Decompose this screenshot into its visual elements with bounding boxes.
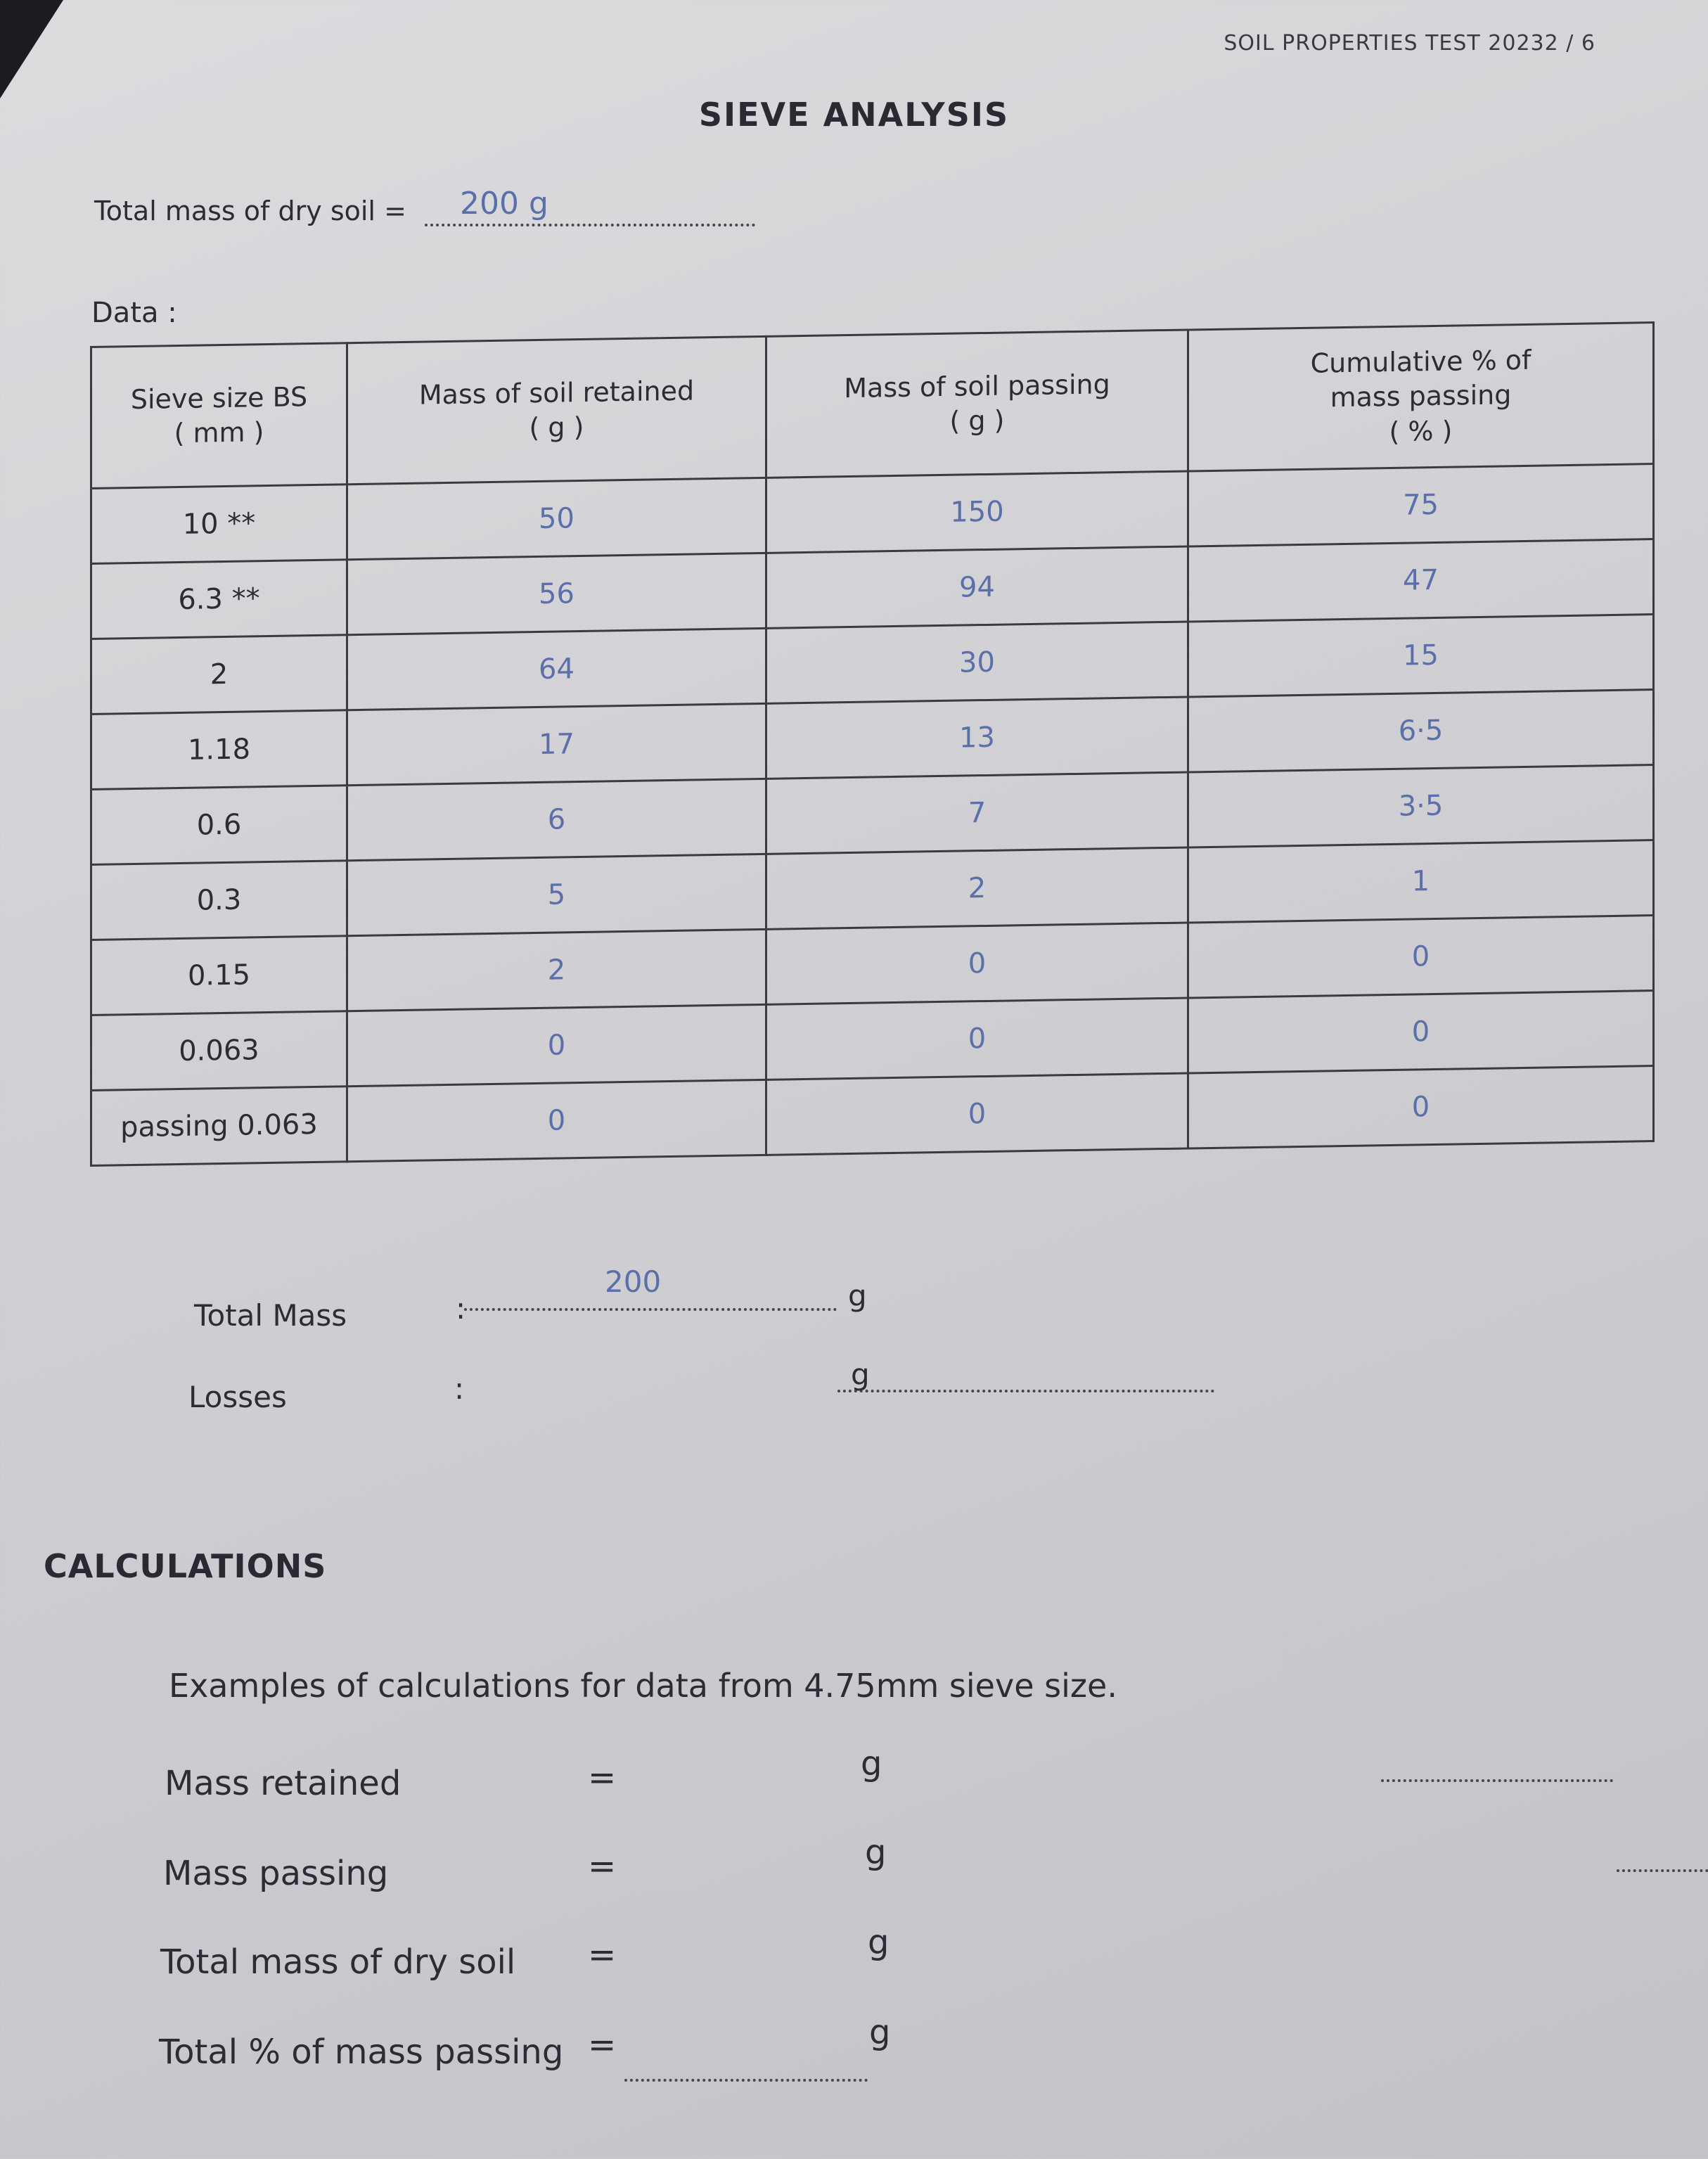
total-mass-value: 200 [605, 1264, 662, 1299]
total-mass-unit: g [848, 1279, 867, 1313]
data-label: Data : [91, 297, 177, 329]
header-line: ( g ) [949, 404, 1005, 437]
cell-sieve-size: 0.6 [91, 786, 347, 865]
header-cumulative-percent [1188, 323, 1654, 471]
cell-mass-retained[interactable]: 17 [347, 703, 766, 785]
cell-sieve-size: 1.18 [91, 710, 347, 790]
header-mass-retained [347, 336, 766, 484]
losses-unit: g [851, 1357, 870, 1392]
calc-unit: g [868, 1923, 890, 1962]
cell-mass-retained[interactable]: 2 [347, 929, 766, 1011]
cell-cumulative-percent[interactable]: 1 [1188, 840, 1654, 923]
calc-unit: g [861, 1744, 882, 1783]
calc-eq: = [588, 2025, 617, 2065]
photo-shadow-corner [0, 0, 63, 98]
table-header-row [91, 323, 1654, 489]
calc-unit: g [865, 1833, 887, 1872]
cell-mass-retained[interactable]: 50 [347, 478, 766, 559]
cell-sieve-size: 0.063 [91, 1011, 347, 1091]
calc-field-mass-passing[interactable] [1617, 1841, 1708, 1872]
calc-label: Total % of mass passing [159, 2032, 564, 2072]
losses-field[interactable] [837, 1362, 1214, 1392]
cell-sieve-size: 0.15 [91, 936, 347, 1016]
sieve-analysis-table [90, 321, 1655, 1167]
cell-mass-retained[interactable]: 5 [347, 854, 766, 935]
header-line: Mass of soil passing [844, 368, 1110, 404]
cell-mass-passing[interactable]: 2 [766, 847, 1188, 929]
losses-label: Losses [188, 1380, 287, 1414]
cell-mass-retained[interactable]: 0 [347, 1080, 766, 1161]
total-mass-label: Total Mass [194, 1298, 347, 1333]
cell-mass-retained[interactable]: 6 [347, 779, 766, 860]
cell-mass-retained[interactable]: 56 [347, 553, 766, 634]
calc-label: Mass retained [165, 1764, 402, 1803]
cell-cumulative-percent[interactable]: 3·5 [1188, 765, 1654, 847]
calc-unit: g [869, 2013, 891, 2052]
header-mass-passing [766, 330, 1188, 478]
cell-sieve-size: 0.3 [91, 861, 347, 940]
document-reference: SOIL PROPERTIES TEST 20232 / 6 [1224, 31, 1595, 56]
cell-mass-retained[interactable]: 64 [347, 628, 766, 710]
calc-label: Mass passing [163, 1854, 389, 1893]
total-dry-mass-label: Total mass of dry soil = [94, 196, 406, 226]
calc-row-total-percent-passing [159, 2032, 563, 2072]
cell-cumulative-percent[interactable]: 15 [1188, 615, 1654, 697]
cell-cumulative-percent[interactable]: 0 [1188, 1066, 1654, 1148]
header-line: mass passing [1330, 379, 1512, 414]
calc-label: Total mass of dry soil [160, 1942, 516, 1982]
cell-sieve-size: 2 [91, 635, 347, 715]
total-dry-mass-line [94, 186, 755, 226]
cell-sieve-size: passing 0.063 [91, 1087, 347, 1166]
header-line: Cumulative % of [1310, 344, 1532, 379]
calc-field-mass-retained[interactable] [1381, 1751, 1613, 1782]
total-dry-mass-field[interactable] [425, 186, 755, 226]
cell-mass-passing[interactable]: 13 [766, 697, 1188, 779]
calc-eq: = [588, 1758, 617, 1798]
cell-cumulative-percent[interactable]: 75 [1188, 464, 1654, 546]
cell-cumulative-percent[interactable]: 0 [1188, 991, 1654, 1073]
cell-cumulative-percent[interactable]: 47 [1188, 539, 1654, 622]
cell-mass-retained[interactable]: 0 [347, 1004, 766, 1086]
cell-mass-passing[interactable]: 7 [766, 772, 1188, 854]
calc-field-total-percent-passing[interactable] [624, 2051, 868, 2082]
header-line: Sieve size BS [130, 380, 308, 415]
cell-mass-passing[interactable]: 30 [766, 622, 1188, 703]
cell-mass-passing[interactable]: 0 [766, 1073, 1188, 1155]
calc-eq: = [588, 1847, 617, 1886]
calc-row-mass-passing [163, 1854, 388, 1893]
cell-mass-passing[interactable]: 0 [766, 998, 1188, 1080]
cell-mass-passing[interactable]: 94 [766, 546, 1188, 628]
cell-mass-passing[interactable]: 150 [766, 471, 1188, 553]
losses-separator: : [454, 1371, 465, 1406]
total-mass-field[interactable] [464, 1264, 837, 1311]
cell-sieve-size: 10 ** [91, 485, 347, 564]
cell-sieve-size: 6.3 ** [91, 560, 347, 639]
header-line: ( % ) [1389, 415, 1453, 447]
calculations-intro: Examples of calculations for data from 4.75mm sieve size. [169, 1667, 1117, 1705]
header-line: ( g ) [529, 411, 584, 444]
cell-cumulative-percent[interactable]: 6·5 [1188, 690, 1654, 772]
calc-eq: = [588, 1935, 617, 1975]
page-title: SIEVE ANALYSIS [698, 96, 1010, 134]
header-line: Mass of soil retained [418, 375, 695, 411]
header-sieve-size [91, 343, 347, 489]
calc-row-total-dry-mass [160, 1942, 515, 1982]
cell-cumulative-percent[interactable]: 0 [1188, 916, 1654, 998]
calc-row-mass-retained [165, 1764, 401, 1803]
header-line: ( mm ) [174, 416, 264, 449]
cell-mass-passing[interactable]: 0 [766, 923, 1188, 1004]
total-mass-separator: : [456, 1291, 466, 1326]
total-dry-mass-value: 200 g [460, 186, 548, 222]
calculations-heading: CALCULATIONS [44, 1547, 327, 1585]
